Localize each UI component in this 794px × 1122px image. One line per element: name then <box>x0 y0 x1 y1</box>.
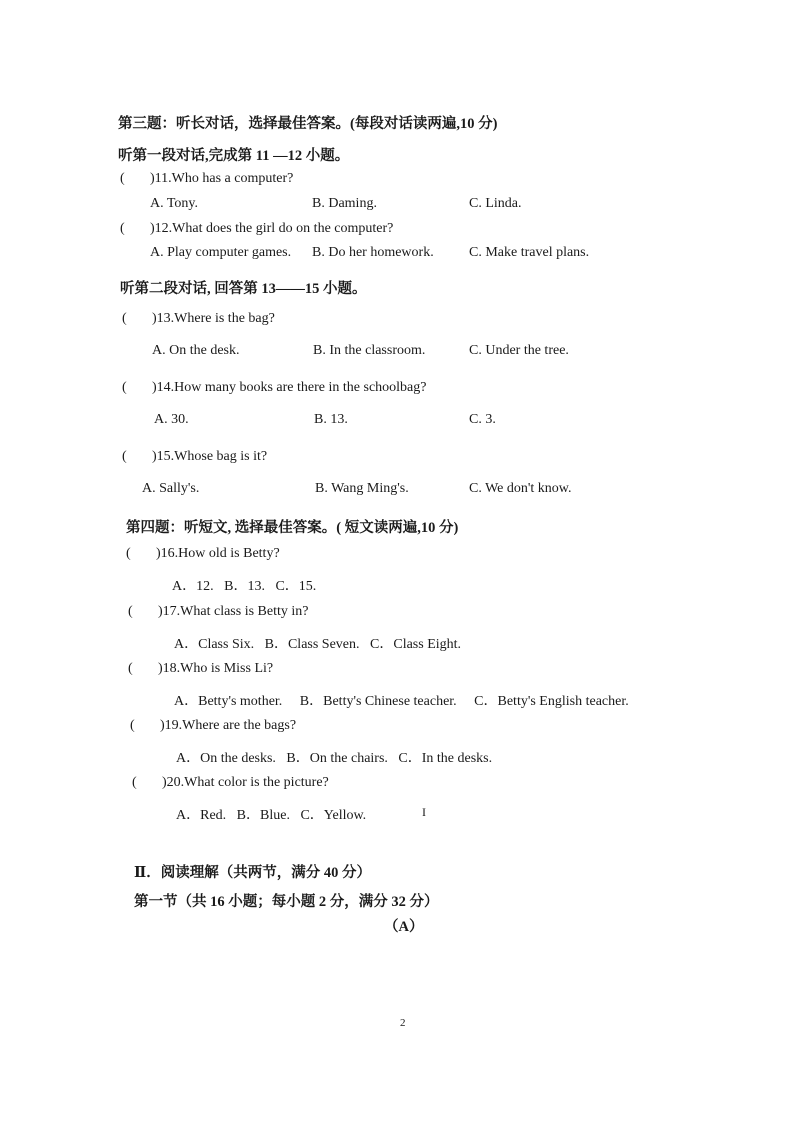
q19-options: A．On the desks. B．On the chairs. C．In the desks. <box>176 751 493 766</box>
q14-option-b: B. 13. <box>314 412 348 427</box>
question-17 <box>128 604 308 620</box>
question-text: )18.Who is Miss Li? <box>158 661 274 676</box>
question-text: )16.How old is Betty? <box>156 546 280 561</box>
q14-option-c: C. 3. <box>469 412 496 427</box>
question-text: )15.Whose bag is it? <box>152 449 268 464</box>
answer-paren: ( <box>132 775 137 790</box>
dialogue2-instruction: 听第二段对话, 回答第 13——15 小题。 <box>120 281 367 297</box>
answer-paren: ( <box>120 221 125 236</box>
q20-options: A．Red. B．Blue. C．Yellow. <box>176 808 367 823</box>
q14-option-a: A. 30. <box>154 412 189 427</box>
answer-paren: ( <box>122 449 127 464</box>
question-15 <box>122 449 267 465</box>
question-14 <box>122 380 426 396</box>
answer-paren: ( <box>128 604 133 619</box>
part2-subheading: 第一节（共 16 小题；每小题 2 分，满分 32 分） <box>134 894 439 910</box>
q13-option-a: A. On the desk. <box>152 343 240 358</box>
answer-paren: ( <box>122 380 127 395</box>
q18-options: A．Betty's mother. B．Betty's Chinese teacher. C．Betty's English teacher. <box>174 694 629 709</box>
q17-options: A．Class Six. B．Class Seven. C．Class Eight. <box>174 637 462 652</box>
section3-heading: 第三题：听长对话，选择最佳答案。(每段对话读两遍,10 分) <box>118 116 498 132</box>
question-16 <box>126 546 280 562</box>
answer-paren: ( <box>130 718 135 733</box>
answer-paren: ( <box>126 546 131 561</box>
dialogue1-instruction: 听第一段对话,完成第 11 —12 小题。 <box>118 148 350 164</box>
stray-mark: I <box>422 805 426 819</box>
question-13 <box>122 311 275 327</box>
section4-heading: 第四题：听短文, 选择最佳答案。( 短文读两遍,10 分) <box>126 520 459 536</box>
q12-option-b: B. Do her homework. <box>312 245 434 260</box>
q12-option-c: C. Make travel plans. <box>469 245 590 260</box>
passage-label: （A） <box>384 919 424 935</box>
question-12 <box>120 221 393 237</box>
answer-paren: ( <box>120 171 125 186</box>
question-text: )19.Where are the bags? <box>160 718 297 733</box>
q13-option-b: B. In the classroom. <box>313 343 426 358</box>
q13-option-c: C. Under the tree. <box>469 343 569 358</box>
q15-option-c: C. We don't know. <box>469 481 572 496</box>
question-text: )12.What does the girl do on the computer? <box>150 221 394 236</box>
question-20 <box>132 775 329 791</box>
answer-paren: ( <box>128 661 133 676</box>
q12-option-a: A. Play computer games. <box>150 245 292 260</box>
question-19 <box>130 718 296 734</box>
question-18 <box>128 661 273 677</box>
question-11 <box>120 171 293 187</box>
answer-paren: ( <box>122 311 127 326</box>
q16-options: A．12. B．13. C．15. <box>172 579 317 594</box>
question-text: )20.What color is the picture? <box>162 775 329 790</box>
q15-option-a: A. Sally's. <box>142 481 200 496</box>
question-text: )17.What class is Betty in? <box>158 604 309 619</box>
question-text: )14.How many books are there in the schoolbag? <box>152 380 427 395</box>
question-text: )13.Where is the bag? <box>152 311 275 326</box>
q11-option-a: A. Tony. <box>150 196 199 211</box>
part2-heading: Ⅱ．阅读理解（共两节，满分 40 分） <box>134 865 371 881</box>
question-text: )11.Who has a computer? <box>150 171 294 186</box>
q11-option-c: C. Linda. <box>469 196 522 211</box>
q15-option-b: B. Wang Ming's. <box>315 481 409 496</box>
page-number: 2 <box>400 1017 406 1029</box>
q11-option-b: B. Daming. <box>312 196 377 211</box>
